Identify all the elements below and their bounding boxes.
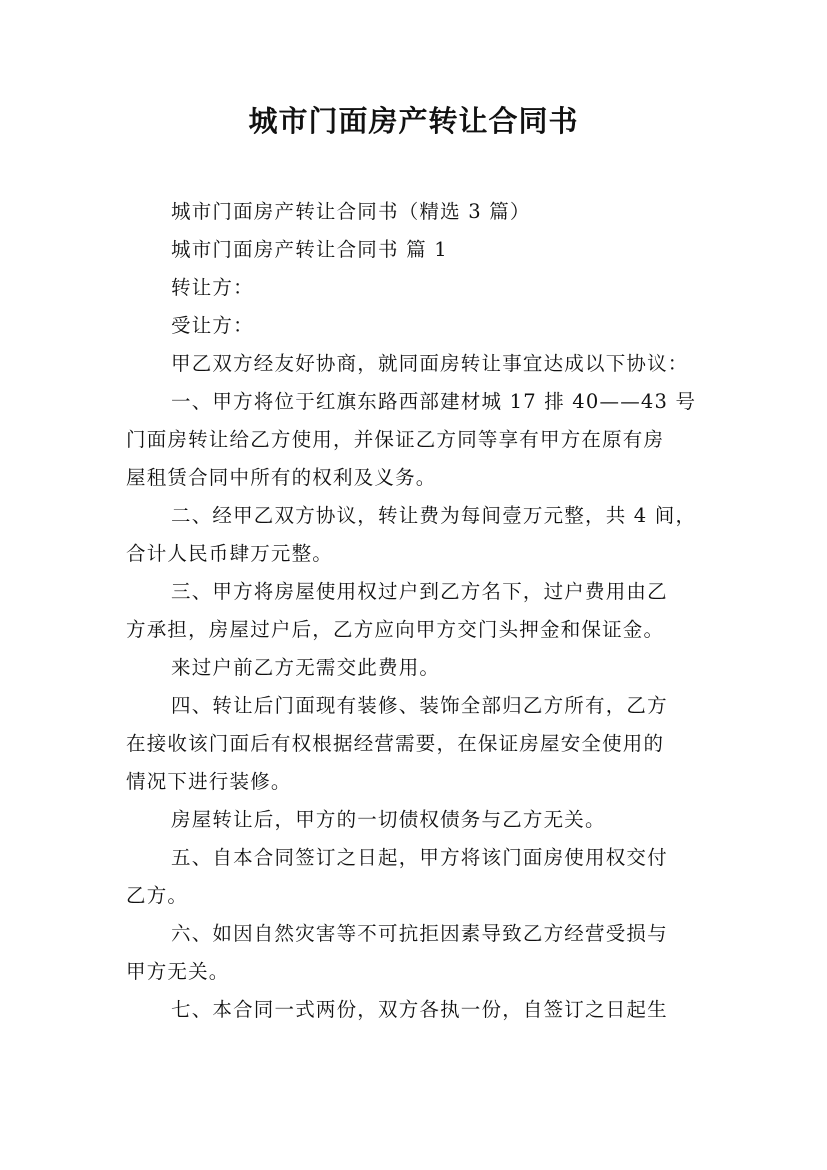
- body-line: 情况下进行装修。: [126, 770, 292, 793]
- body-line: 甲方无关。: [126, 960, 230, 983]
- body-line: 来过户前乙方无需交此费用。: [171, 656, 441, 679]
- body-line: 四、转让后门面现有装修、装饰全部归乙方所有，乙方: [171, 694, 668, 717]
- body-line: 城市门面房产转让合同书（精选 3 篇）: [171, 200, 531, 223]
- body-line: 屋租赁合同中所有的权利及义务。: [126, 466, 437, 489]
- body-line: 受让方：: [171, 314, 254, 337]
- body-line: 七、本合同一式两份，双方各执一份，自签订之日起生: [171, 998, 668, 1021]
- body-line: 方承担，房屋过户后，乙方应向甲方交门头押金和保证金。: [126, 618, 665, 641]
- body-line: 乙方。: [126, 884, 189, 907]
- body-line: 六、如因自然灾害等不可抗拒因素导致乙方经营受损与: [171, 922, 668, 945]
- body-line: 门面房转让给乙方使用，并保证乙方同等享有甲方在原有房: [126, 428, 665, 451]
- body-line: 合计人民币肆万元整。: [126, 542, 334, 565]
- document-body: [126, 193, 706, 1029]
- body-line: 三、甲方将房屋使用权过户到乙方名下，过户费用由乙: [171, 580, 668, 603]
- body-line: 在接收该门面后有权根据经营需要，在保证房屋安全使用的: [126, 732, 665, 755]
- body-line: 一、甲方将位于红旗东路西部建材城 17 排 40——43 号: [171, 390, 697, 413]
- body-line: 甲乙双方经友好协商，就同面房转让事宜达成以下协议：: [171, 352, 689, 375]
- body-line: 城市门面房产转让合同书 篇 1: [171, 238, 448, 261]
- body-line: 五、自本合同签订之日起，甲方将该门面房使用权交付: [171, 846, 668, 869]
- body-line: 房屋转让后，甲方的一切债权债务与乙方无关。: [171, 808, 606, 831]
- body-line: 转让方：: [171, 276, 254, 299]
- document-title: 城市门面房产转让合同书: [248, 104, 579, 138]
- body-line: 二、经甲乙双方协议，转让费为每间壹万元整，共 4 间，: [171, 504, 697, 527]
